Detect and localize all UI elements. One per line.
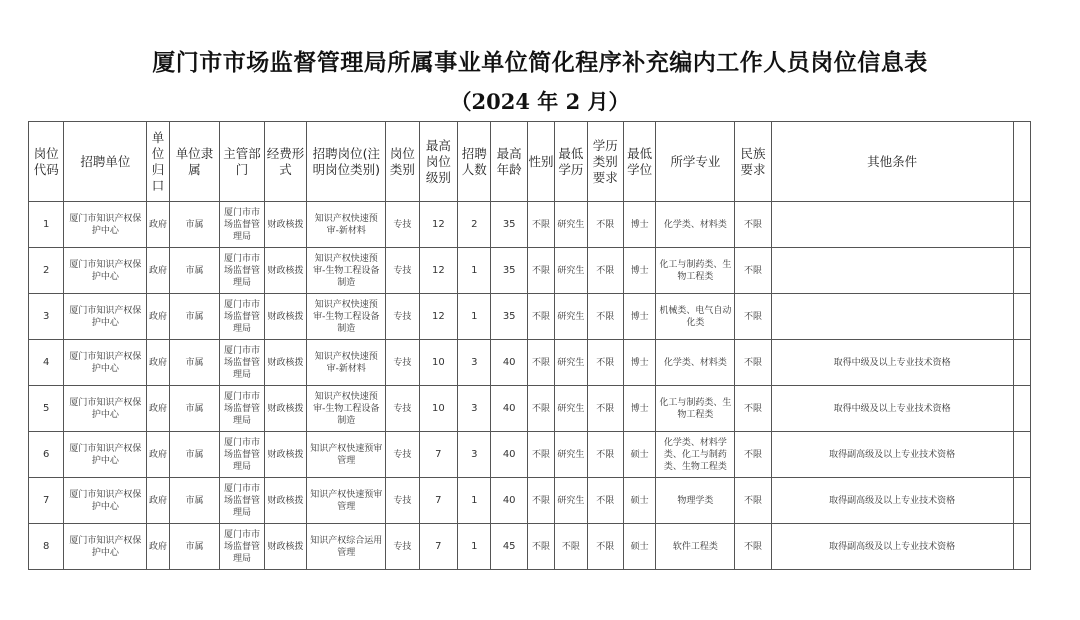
cell-level: 7: [419, 478, 457, 524]
cell-subordinate: 市属: [169, 248, 220, 294]
cell-blank: [1013, 202, 1030, 248]
cell-ethnic: 不限: [735, 294, 771, 340]
cell-edu-req: 不限: [587, 294, 623, 340]
header-major: 所学专业: [656, 122, 735, 202]
cell-count: 2: [458, 202, 491, 248]
cell-gender: 不限: [527, 478, 554, 524]
header-gender: 性别: [527, 122, 554, 202]
cell-blank: [1013, 432, 1030, 478]
table-header: [29, 122, 1031, 202]
cell-count: 1: [458, 524, 491, 570]
cell-subordinate: 市属: [169, 294, 220, 340]
cell-belong: 政府: [147, 524, 169, 570]
header-edu: 最低学历: [555, 122, 587, 202]
header-degree: 最低学位: [624, 122, 656, 202]
cell-edu-req: 不限: [587, 386, 623, 432]
cell-fund: 财政核拨: [264, 294, 307, 340]
cell-code: 4: [29, 340, 64, 386]
cell-dept: 厦门市市场监督管理局: [220, 524, 265, 570]
header-edu-req: 学历类别要求: [587, 122, 623, 202]
cell-degree: 硕士: [624, 524, 656, 570]
table-row: [29, 524, 1031, 570]
cell-unit: 厦门市知识产权保护中心: [64, 432, 147, 478]
cell-post: 知识产权综合运用管理: [307, 524, 386, 570]
table-row: [29, 432, 1031, 478]
cell-edu-req: 不限: [587, 202, 623, 248]
cell-fund: 财政核拨: [264, 340, 307, 386]
header-ethnic: 民族要求: [735, 122, 771, 202]
cell-subordinate: 市属: [169, 432, 220, 478]
header-dept: 主管部门: [220, 122, 265, 202]
cell-code: 6: [29, 432, 64, 478]
cell-level: 7: [419, 432, 457, 478]
cell-subordinate: 市属: [169, 386, 220, 432]
cell-count: 1: [458, 478, 491, 524]
cell-category: 专技: [386, 524, 419, 570]
cell-other: 取得中级及以上专业技术资格: [771, 386, 1013, 432]
cell-post: 知识产权快速预审管理: [307, 478, 386, 524]
cell-dept: 厦门市市场监督管理局: [220, 432, 265, 478]
cell-edu: 研究生: [555, 248, 587, 294]
cell-dept: 厦门市市场监督管理局: [220, 386, 265, 432]
cell-unit: 厦门市知识产权保护中心: [64, 340, 147, 386]
cell-edu: 研究生: [555, 340, 587, 386]
cell-unit: 厦门市知识产权保护中心: [64, 294, 147, 340]
cell-ethnic: 不限: [735, 478, 771, 524]
cell-edu: 研究生: [555, 294, 587, 340]
cell-edu-req: 不限: [587, 432, 623, 478]
cell-belong: 政府: [147, 294, 169, 340]
cell-fund: 财政核拨: [264, 432, 307, 478]
header-other: 其他条件: [771, 122, 1013, 202]
cell-ethnic: 不限: [735, 432, 771, 478]
cell-degree: 博士: [624, 294, 656, 340]
cell-post: 知识产权快速预审-生物工程设备制造: [307, 386, 386, 432]
cell-edu-req: 不限: [587, 524, 623, 570]
cell-fund: 财政核拨: [264, 248, 307, 294]
cell-post: 知识产权快速预审-生物工程设备制造: [307, 294, 386, 340]
cell-edu: 研究生: [555, 202, 587, 248]
header-unit: 招聘单位: [64, 122, 147, 202]
cell-gender: 不限: [527, 386, 554, 432]
cell-level: 10: [419, 386, 457, 432]
cell-category: 专技: [386, 248, 419, 294]
cell-edu: 研究生: [555, 432, 587, 478]
cell-edu-req: 不限: [587, 340, 623, 386]
cell-count: 3: [458, 340, 491, 386]
cell-belong: 政府: [147, 248, 169, 294]
cell-age: 45: [491, 524, 527, 570]
cell-category: 专技: [386, 340, 419, 386]
header-level: 最高岗位级别: [419, 122, 457, 202]
header-blank: [1013, 122, 1030, 202]
cell-category: 专技: [386, 202, 419, 248]
cell-level: 7: [419, 524, 457, 570]
document-title: 厦门市市场监督管理局所属事业单位简化程序补充编内工作人员岗位信息表: [152, 49, 928, 76]
header-post: 招聘岗位(注明岗位类别): [307, 122, 386, 202]
cell-edu: 研究生: [555, 386, 587, 432]
cell-edu: 不限: [555, 524, 587, 570]
cell-unit: 厦门市知识产权保护中心: [64, 478, 147, 524]
cell-post: 知识产权快速预审管理: [307, 432, 386, 478]
cell-code: 1: [29, 202, 64, 248]
cell-post: 知识产权快速预审-生物工程设备制造: [307, 248, 386, 294]
cell-degree: 硕士: [624, 432, 656, 478]
cell-gender: 不限: [527, 524, 554, 570]
cell-degree: 硕士: [624, 478, 656, 524]
cell-dept: 厦门市市场监督管理局: [220, 202, 265, 248]
cell-category: 专技: [386, 294, 419, 340]
cell-dept: 厦门市市场监督管理局: [220, 478, 265, 524]
cell-ethnic: 不限: [735, 386, 771, 432]
cell-unit: 厦门市知识产权保护中心: [64, 202, 147, 248]
cell-ethnic: 不限: [735, 524, 771, 570]
table-row: [29, 478, 1031, 524]
cell-level: 12: [419, 294, 457, 340]
cell-blank: [1013, 248, 1030, 294]
cell-unit: 厦门市知识产权保护中心: [64, 386, 147, 432]
header-subordinate: 单位隶属: [169, 122, 220, 202]
cell-edu-req: 不限: [587, 478, 623, 524]
cell-dept: 厦门市市场监督管理局: [220, 248, 265, 294]
cell-age: 40: [491, 432, 527, 478]
cell-age: 35: [491, 294, 527, 340]
table-row: [29, 340, 1031, 386]
cell-level: 12: [419, 248, 457, 294]
cell-post: 知识产权快速预审-新材料: [307, 340, 386, 386]
table-row: [29, 202, 1031, 248]
cell-belong: 政府: [147, 340, 169, 386]
cell-level: 12: [419, 202, 457, 248]
table-row: [29, 386, 1031, 432]
cell-belong: 政府: [147, 386, 169, 432]
header-count: 招聘人数: [458, 122, 491, 202]
header-fund: 经费形式: [264, 122, 307, 202]
cell-blank: [1013, 386, 1030, 432]
cell-age: 40: [491, 340, 527, 386]
cell-ethnic: 不限: [735, 340, 771, 386]
header-row: [29, 122, 1031, 202]
cell-fund: 财政核拨: [264, 478, 307, 524]
cell-major: 化工与制药类、生物工程类: [656, 248, 735, 294]
cell-degree: 博士: [624, 202, 656, 248]
cell-code: 5: [29, 386, 64, 432]
cell-other: [771, 202, 1013, 248]
cell-level: 10: [419, 340, 457, 386]
header-category: 岗位类别: [386, 122, 419, 202]
table-body: [29, 202, 1031, 570]
cell-other: 取得副高级及以上专业技术资格: [771, 524, 1013, 570]
cell-blank: [1013, 294, 1030, 340]
header-belong: 单位归口: [147, 122, 169, 202]
cell-count: 3: [458, 386, 491, 432]
positions-table: [28, 121, 1031, 570]
cell-age: 40: [491, 478, 527, 524]
header-code: 岗位代码: [29, 122, 64, 202]
cell-age: 40: [491, 386, 527, 432]
cell-gender: 不限: [527, 340, 554, 386]
cell-degree: 博士: [624, 248, 656, 294]
cell-degree: 博士: [624, 340, 656, 386]
cell-fund: 财政核拨: [264, 202, 307, 248]
cell-category: 专技: [386, 478, 419, 524]
cell-unit: 厦门市知识产权保护中心: [64, 248, 147, 294]
cell-category: 专技: [386, 386, 419, 432]
cell-fund: 财政核拨: [264, 386, 307, 432]
cell-subordinate: 市属: [169, 478, 220, 524]
cell-gender: 不限: [527, 248, 554, 294]
cell-count: 1: [458, 248, 491, 294]
cell-age: 35: [491, 202, 527, 248]
cell-subordinate: 市属: [169, 340, 220, 386]
cell-gender: 不限: [527, 202, 554, 248]
cell-major: 机械类、电气自动化类: [656, 294, 735, 340]
document-subtitle: （2024 年 2 月）: [450, 89, 630, 114]
cell-subordinate: 市属: [169, 524, 220, 570]
cell-blank: [1013, 340, 1030, 386]
cell-count: 1: [458, 294, 491, 340]
cell-category: 专技: [386, 432, 419, 478]
cell-major: 物理学类: [656, 478, 735, 524]
cell-degree: 博士: [624, 386, 656, 432]
cell-dept: 厦门市市场监督管理局: [220, 294, 265, 340]
cell-major: 化学类、材料类: [656, 340, 735, 386]
cell-ethnic: 不限: [735, 248, 771, 294]
table-row: [29, 248, 1031, 294]
cell-edu: 研究生: [555, 478, 587, 524]
cell-blank: [1013, 478, 1030, 524]
cell-fund: 财政核拨: [264, 524, 307, 570]
cell-gender: 不限: [527, 294, 554, 340]
cell-other: [771, 248, 1013, 294]
cell-count: 3: [458, 432, 491, 478]
cell-belong: 政府: [147, 432, 169, 478]
cell-major: 化学类、材料类: [656, 202, 735, 248]
cell-code: 8: [29, 524, 64, 570]
cell-age: 35: [491, 248, 527, 294]
cell-other: 取得副高级及以上专业技术资格: [771, 432, 1013, 478]
cell-post: 知识产权快速预审-新材料: [307, 202, 386, 248]
cell-dept: 厦门市市场监督管理局: [220, 340, 265, 386]
cell-other: [771, 294, 1013, 340]
cell-unit: 厦门市知识产权保护中心: [64, 524, 147, 570]
cell-subordinate: 市属: [169, 202, 220, 248]
cell-ethnic: 不限: [735, 202, 771, 248]
cell-code: 3: [29, 294, 64, 340]
cell-belong: 政府: [147, 202, 169, 248]
cell-code: 7: [29, 478, 64, 524]
cell-code: 2: [29, 248, 64, 294]
cell-other: 取得副高级及以上专业技术资格: [771, 478, 1013, 524]
cell-major: 软件工程类: [656, 524, 735, 570]
header-age: 最高年龄: [491, 122, 527, 202]
cell-other: 取得中级及以上专业技术资格: [771, 340, 1013, 386]
cell-belong: 政府: [147, 478, 169, 524]
cell-blank: [1013, 524, 1030, 570]
cell-major: 化工与制药类、生物工程类: [656, 386, 735, 432]
cell-major: 化学类、材料学类、化工与制药类、生物工程类: [656, 432, 735, 478]
cell-edu-req: 不限: [587, 248, 623, 294]
table-row: [29, 294, 1031, 340]
cell-gender: 不限: [527, 432, 554, 478]
